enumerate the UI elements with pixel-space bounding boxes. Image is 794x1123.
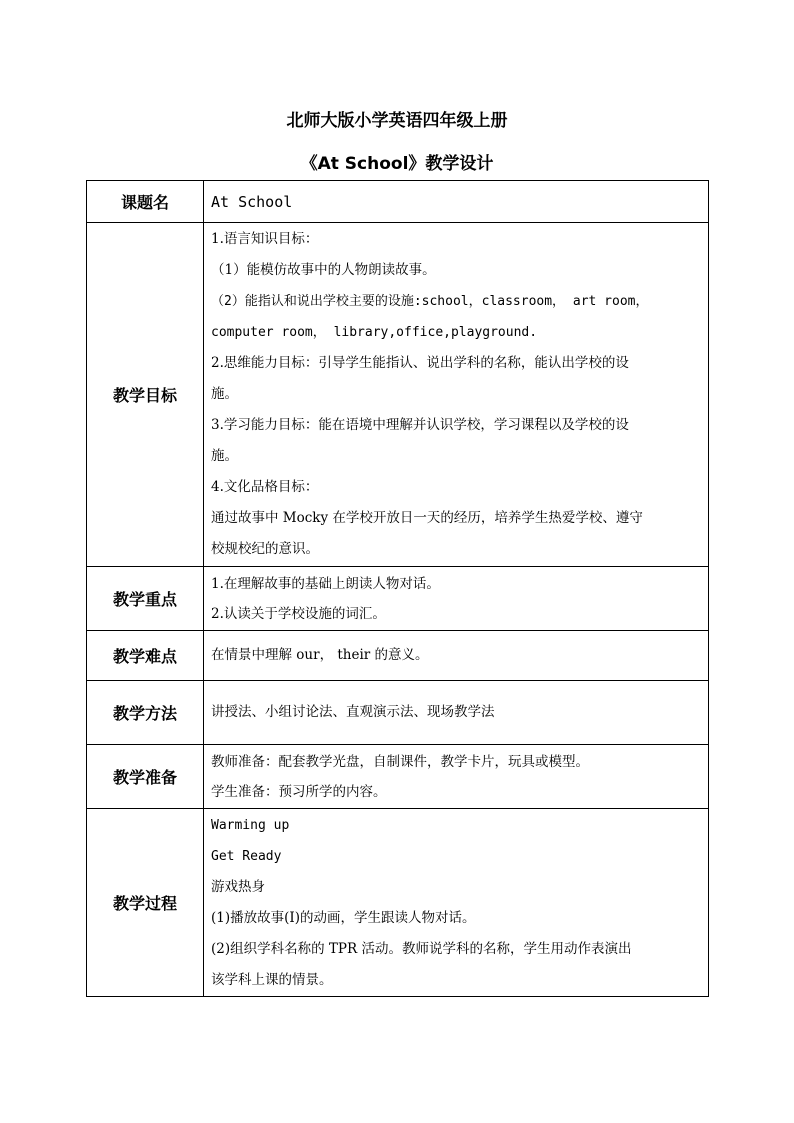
key-point-line: 2.认读关于学校设施的词汇。 xyxy=(211,605,386,622)
process-line: (1)播放故事(I)的动画，学生跟读人物对话。 xyxy=(211,909,476,926)
label-topic: 课题名 xyxy=(87,181,204,223)
row-objectives xyxy=(87,223,709,567)
preparation-line: 学生准备：预习所学的内容。 xyxy=(211,783,387,800)
label-key-points: 教学重点 xyxy=(87,567,204,631)
difficulty-line: 在情景中理解 our， their 的意义。 xyxy=(211,647,429,663)
objective-line: computer room， library,office,playground. xyxy=(211,325,538,340)
label-difficulties: 教学难点 xyxy=(87,631,204,681)
document-title: 北师大版小学英语四年级上册 xyxy=(286,111,508,131)
process-line: Warming up xyxy=(211,817,290,833)
objective-line: （1）能模仿故事中的人物朗读故事。 xyxy=(211,262,436,278)
objective-line: （2）能指认和说出学校主要的设施:school，classroom， art room， xyxy=(211,294,649,309)
objective-line: 2.思维能力目标：引导学生能指认、说出学科的名称，能认出学校的设 xyxy=(211,355,629,371)
objective-line: 校规校纪的意识。 xyxy=(211,541,319,557)
process-line: Get Ready xyxy=(211,848,282,864)
row-difficulties xyxy=(87,631,709,681)
method-line: 讲授法、小组讨论法、直观演示法、现场教学法 xyxy=(211,704,495,720)
value-process xyxy=(204,809,709,997)
objective-line: 3.学习能力目标：能在语境中理解并认识学校，学习课程以及学校的设 xyxy=(211,417,629,433)
objective-line: 1.语言知识目标： xyxy=(211,231,319,247)
key-point-line: 1.在理解故事的基础上朗读人物对话。 xyxy=(211,575,440,592)
label-methods: 教学方法 xyxy=(87,681,204,745)
row-preparation xyxy=(87,745,709,809)
objective-line: 通过故事中 Mocky 在学校开放日一天的经历，培养学生热爱学校、遵守 xyxy=(211,510,643,526)
label-preparation: 教学准备 xyxy=(87,745,204,809)
value-objectives xyxy=(204,223,709,567)
row-topic xyxy=(87,181,709,223)
objective-line: 施。 xyxy=(211,448,238,464)
topic-value: At School xyxy=(211,192,293,211)
objective-line: 4.文化品格目标： xyxy=(211,479,319,495)
value-difficulties xyxy=(204,631,709,681)
value-preparation xyxy=(204,745,709,809)
lesson-plan-table xyxy=(86,180,709,997)
document-subtitle: 《At School》教学设计 xyxy=(300,154,494,174)
label-process: 教学过程 xyxy=(87,809,204,997)
process-line: 游戏热身 xyxy=(211,878,265,895)
row-key-points xyxy=(87,567,709,631)
label-objectives: 教学目标 xyxy=(87,223,204,567)
preparation-line: 教师准备：配套教学光盘，自制课件，教学卡片，玩具或模型。 xyxy=(211,753,589,770)
process-line: (2)组织学科名称的 TPR 活动。教师说学科的名称，学生用动作表演出 xyxy=(211,940,632,957)
row-methods xyxy=(87,681,709,745)
row-process xyxy=(87,809,709,997)
value-methods xyxy=(204,681,709,745)
process-line: 该学科上课的情景。 xyxy=(211,971,333,988)
value-key-points xyxy=(204,567,709,631)
objective-line: 施。 xyxy=(211,386,238,402)
value-topic xyxy=(204,181,709,223)
